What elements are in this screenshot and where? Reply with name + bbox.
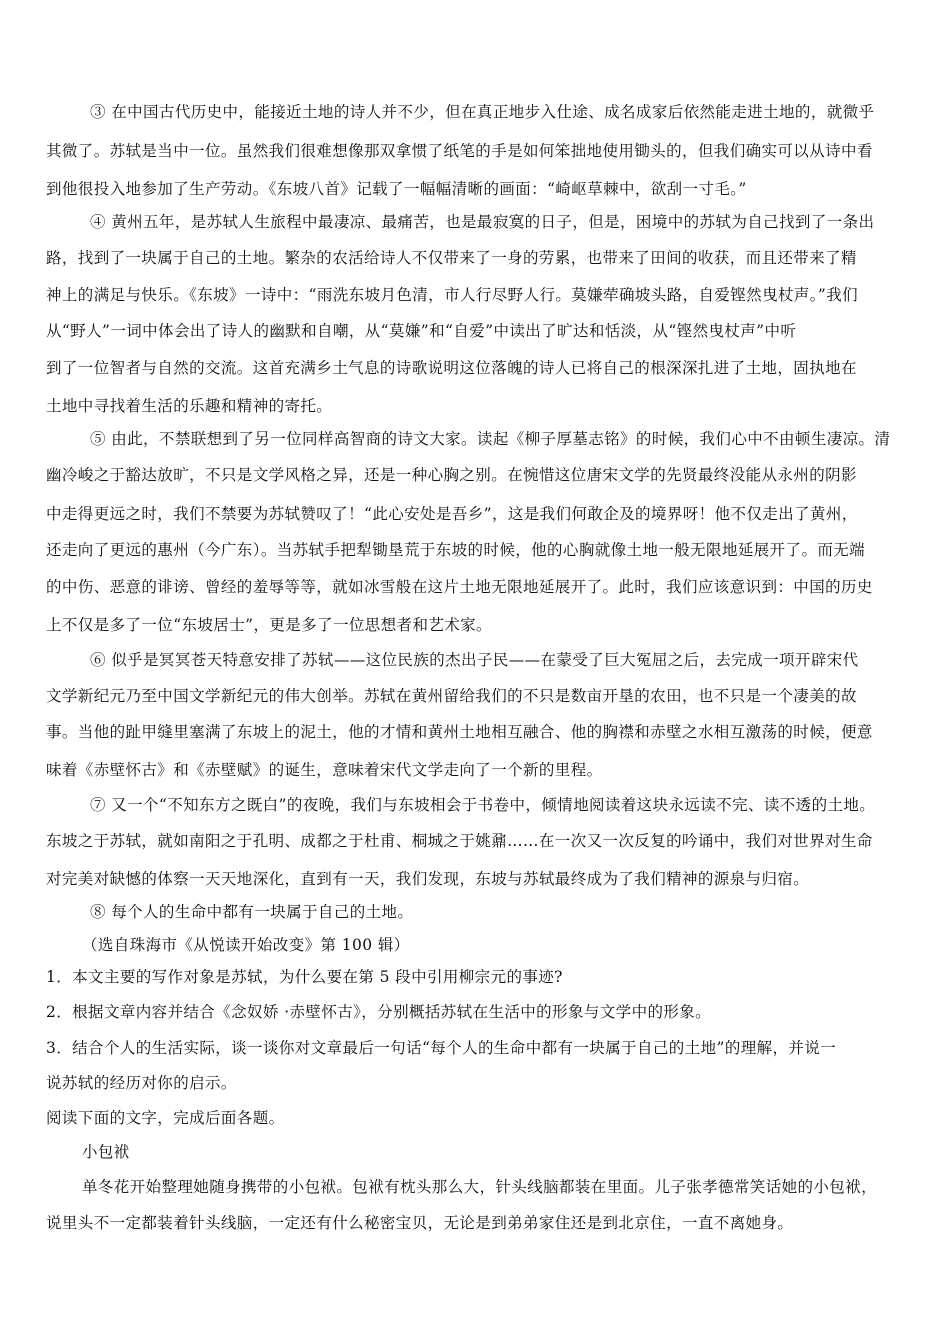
- paragraph-4-line-3: 神上的满足与快乐。《东坡》一诗中：“雨洗东坡月色清，市人行尽野人行。莫嫌荦确坡头路，自爱铿然曳杖声。”我们: [46, 286, 859, 304]
- question-1: 1．本文主要的写作对象是苏轼，为什么要在第 5 段中引用柳宗元的事迹?: [46, 968, 563, 986]
- paragraph-7-line-1: ⑦ 又一个“不知东方之既白”的夜晚，我们与东坡相会于书卷中，倾情地阅读着这块永远读不完、读不透的土地。: [90, 796, 876, 814]
- paragraph-3-line-1: ③ 在中国古代历史中，能接近土地的诗人并不少，但在真正地步入仕途、成名成家后依然能走进土地的，就微乎: [90, 103, 875, 121]
- question-3-line-1: 3．结合个人的生活实际，谈一谈你对文章最后一句话“每个人的生命中都有一块属于自己的土地”的理解，并说一: [46, 1039, 837, 1057]
- paragraph-6-line-1: ⑥ 似乎是冥冥苍天特意安排了苏轼——这位民族的杰出子民——在蒙受了巨大冤屈之后，去完成一项开辟宋代: [90, 651, 859, 669]
- paragraph-3-line-2: 其微了。苏轼是当中一位。虽然我们很难想像那双拿惯了纸笔的手是如何笨拙地使用锄头的，但我们确实可以从诗中看: [46, 142, 873, 160]
- question-2: 2．根据文章内容并结合《念奴娇 ·赤壁怀古》，分别概括苏轼在生活中的形象与文学中的形象。: [46, 1003, 712, 1021]
- paragraph-4-line-5: 到了一位智者与自然的交流。这首充满乡土气息的诗歌说明这位落魄的诗人已将自己的根深深扎进了土地，固执地在: [46, 359, 857, 377]
- paragraph-6-line-4: 味着《赤壁怀古》和《赤壁赋》的诞生，意味着宋代文学走向了一个新的里程。: [46, 761, 603, 779]
- story-title: 小包袱: [82, 1143, 130, 1161]
- paragraph-7-line-2: 东坡之于苏轼，就如南阳之于孔明、成都之于杜甫、桐城之于姚鼐……在一次又一次反复的吟诵中，我们对世界对生命: [46, 832, 873, 850]
- paragraph-4-line-6: 土地中寻找着生活的乐趣和精神的寄托。: [46, 397, 333, 415]
- story-paragraph-1-line-1: 单冬花开始整理她随身携带的小包袱。包袱有枕头那么大，针头线脑都装在里面。儿子张孝德常笑话她的小包袱，: [82, 1178, 878, 1196]
- story-paragraph-1-line-2: 说里头不一定都装着针头线脑，一定还有什么秘密宝贝，无论是到弟弟家住还是到北京住，一直不离她身。: [46, 1214, 794, 1232]
- paragraph-5-line-3: 中走得更远之时，我们不禁要为苏轼赞叹了！“此心安处是吾乡”，这是我们何敢企及的境界呀！他不仅走出了黄州，: [46, 505, 858, 523]
- paragraph-5-line-5: 的中伤、恶意的诽谤、曾经的羞辱等等，就如冰雪般在这片土地无限地延展开了。此时，我们应该意识到：中国的历史: [46, 578, 873, 596]
- paragraph-5-line-4: 还走向了更远的惠州（今广东）。当苏轼手把犁锄垦荒于东坡的时候，他的心胸就像土地一般无限地延展开了。而无端: [46, 541, 866, 559]
- paragraph-6-line-2: 文学新纪元乃至中国文学新纪元的伟大创举。苏轼在黄州留给我们的不只是数亩开垦的农田，也不只是一个凄美的故: [46, 687, 857, 705]
- paragraph-4-line-4: 从“野人”一词中体会出了诗人的幽默和自嘲，从“莫嫌”和“自爱”中读出了旷达和恬淡，从“铿然曳杖声”中听: [46, 322, 797, 340]
- paragraph-5-line-6: 上不仅是多了一位“东坡居士”，更是多了一位思想者和艺术家。: [46, 616, 492, 634]
- paragraph-3-line-3: 到他很投入地参加了生产劳动。《东坡八首》记载了一幅幅清晰的画面：“崎岖草棘中，欲刮一寸毛。”: [46, 180, 747, 198]
- source-citation: （选自珠海市《从悦读开始改变》第 100 辑）: [82, 936, 410, 954]
- paragraph-5-line-2: 幽冷峻之于豁达放旷，不只是文学风格之异，还是一种心胸之别。在惋惜这位唐宋文学的先贤最终没能从永州的阴影: [46, 466, 857, 484]
- paragraph-6-line-3: 事。当他的趾甲缝里塞满了东坡上的泥土，他的才情和黄州土地相互融合、他的胸襟和赤壁之水相互激荡的时候，便意: [46, 723, 873, 741]
- paragraph-8: ⑧ 每个人的生命中都有一块属于自己的土地。: [90, 903, 414, 921]
- paragraph-7-line-3: 对完美对缺憾的体察一天天地深化，直到有一天，我们发现，东坡与苏轼最终成为了我们精神的源泉与归宿。: [46, 870, 810, 888]
- reading-instruction: 阅读下面的文字，完成后面各题。: [46, 1109, 285, 1127]
- paragraph-4-line-2: 路，找到了一块属于自己的土地。繁杂的农活给诗人不仅带来了一身的劳累，也带来了田间的收获，而且还带来了精: [46, 249, 857, 267]
- question-3-line-2: 说苏轼的经历对你的启示。: [46, 1074, 237, 1092]
- paragraph-4-line-1: ④ 黄州五年，是苏轼人生旅程中最凄凉、最痛苦，也是最寂寞的日子，但是，困境中的苏轼为自己找到了一条出: [90, 213, 875, 231]
- paragraph-5-line-1: ⑤ 由此，不禁联想到了另一位同样高智商的诗文大家。读起《柳子厚墓志铭》的时候，我们心中不由顿生凄凉。清: [90, 430, 891, 448]
